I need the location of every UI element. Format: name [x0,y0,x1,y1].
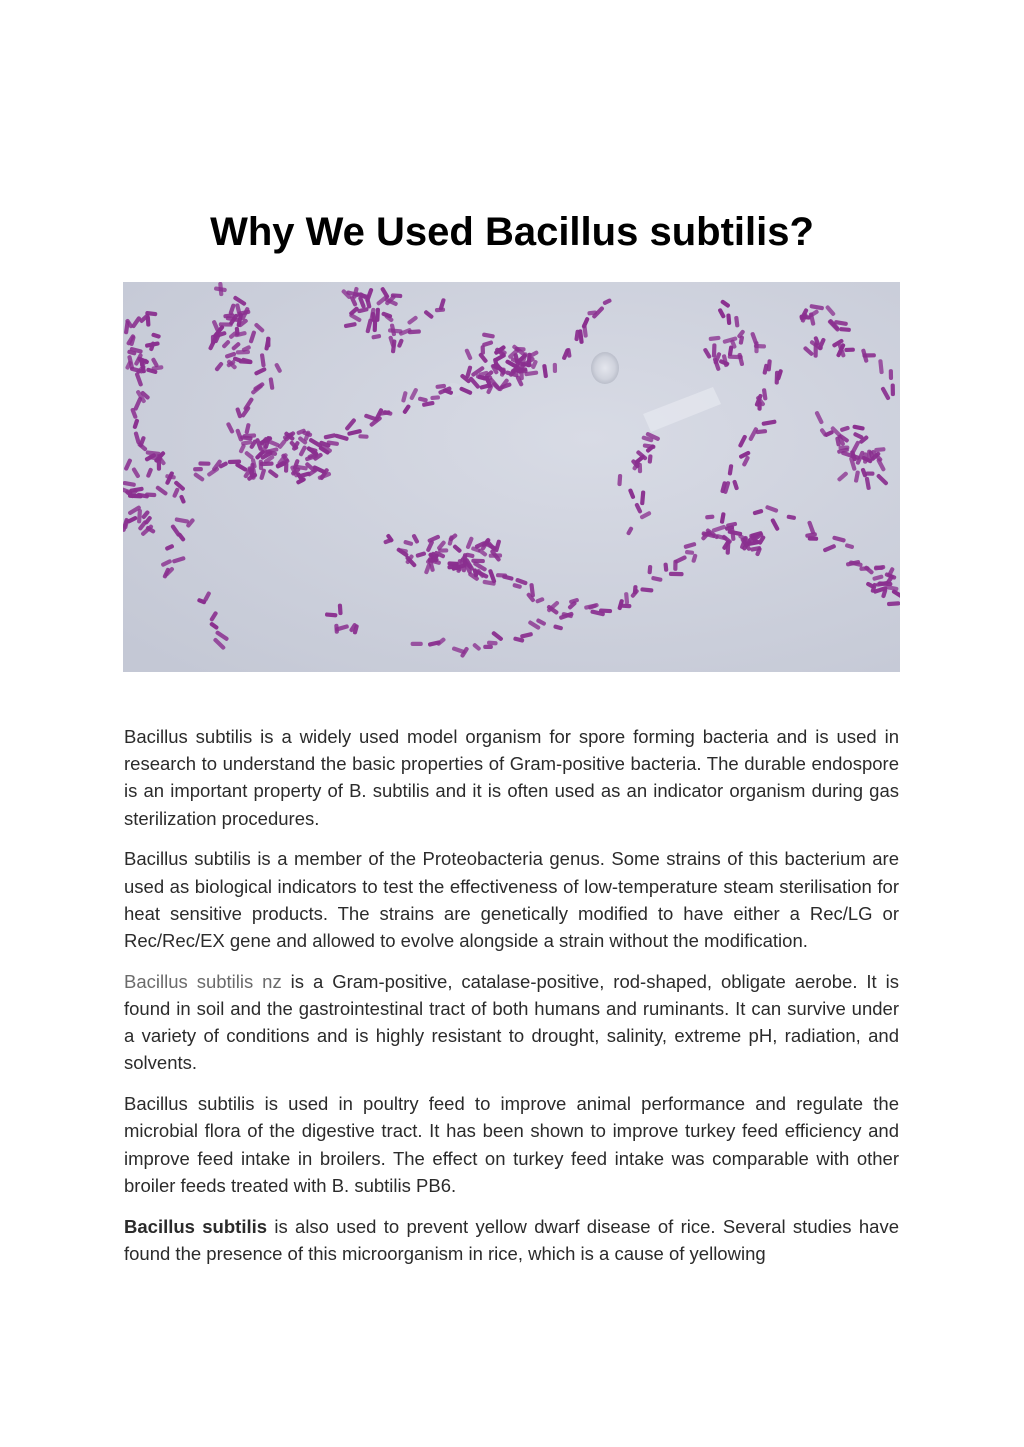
bacterium-rod [617,474,622,486]
bacterium-rod [228,459,241,464]
bacterium-rod [514,347,525,352]
paragraph-5-bold-term: Bacillus subtilis [124,1215,268,1237]
bacterium-rod [219,322,233,326]
bacterium-rod [844,348,855,353]
bacterium-rod [260,461,274,466]
article-body [124,723,899,1281]
bacterium-rod [669,572,684,576]
bacterium-rod [519,371,524,381]
bacterium-rod [891,383,895,396]
paragraph-5-text: is also used to prevent yellow dwarf disease of rice. Several studies have found the presence of this microorganism in rice, which is a cause of yellowing [124,1215,899,1264]
bacterium-rod [712,343,717,357]
paragraph-1 [124,723,899,832]
bacterium-rod [284,462,289,473]
bacterium-rod [193,467,203,471]
bacterium-rod [553,363,557,373]
bacterium-rod [358,434,368,439]
bacterium-rod [483,645,493,649]
bacterium-rod [620,604,632,609]
bacterium-rod [754,341,758,353]
paragraph-2 [124,845,899,954]
bacterium-rod [599,608,612,613]
bacterium-rod [391,293,403,298]
bacterium-rod [145,492,157,497]
paragraph-4 [124,1090,899,1199]
bacterium-rod [481,345,486,355]
paragraph-4-text: Bacillus subtilis is used in poultry feed to improve animal performance and regulate the microbial flora of the digestive tract. It has been shown to improve turkey feed efficiency and improve feed intake in broilers. The effect on turkey feed intake was comparable with other broiler feeds treated with B. subtilis PB6. [124,1093,899,1196]
bacterium-rod [334,624,339,634]
bacterium-rod [838,445,849,450]
paragraph-5 [124,1213,899,1267]
bacterium-rod [728,355,743,360]
bacterium-rod [438,548,448,552]
bacterium-rod [889,369,893,380]
micrograph-image [123,282,900,672]
bacterium-rod [862,353,876,357]
bacterium-rod [411,642,423,646]
bacterium-rod [813,343,817,358]
bacterium-rod [375,308,380,322]
bacterium-rod [471,559,485,564]
bacillus-subtilis-nz-link[interactable]: Bacillus subtilis nz [124,970,282,992]
bacteria-micrograph-drawing [123,282,900,672]
bacterium-rod [198,461,210,465]
paragraph-3-text: is a Gram-positive, catalase-positive, rod-shaped, obligate aerobe. It is found in soil and the gastrointestinal tract of both humans and ruminants. It can survive under a variety of conditions and is highly resistant to drought, salinity, extreme pH, radiation, and solvents. [124,970,899,1074]
bacterium-rod [865,471,874,475]
paragraph-1-text: Bacillus subtilis is a widely used model organism for spore forming bacteria and is used in research to understand the basic properties of Gram-positive bacteria. The durable endospore is an important property of B. subtilis and it is often used as an indicator organism during gas sterilization procedures. [124,726,899,829]
bacterium-rod [487,641,498,646]
bacterium-rod [338,603,343,615]
bacterium-rod [808,536,819,541]
bacterium-rod [757,401,761,410]
paragraph-2-text: Bacillus subtilis is a member of the Proteobacteria genus. Some strains of this bacterium are used as biological indicators to test the effectiveness of low-temperature steam sterilisation for heat sensitive products. The strains are genetically modified to have either a Rec/LG or Rec/Rec/EX gene and allowed to evolve alongside a strain without the modification. [124,848,899,952]
bacterium-rod [266,337,270,348]
paragraph-3 [124,968,899,1077]
page-title: Why We Used Bacillus subtilis? [210,210,814,254]
